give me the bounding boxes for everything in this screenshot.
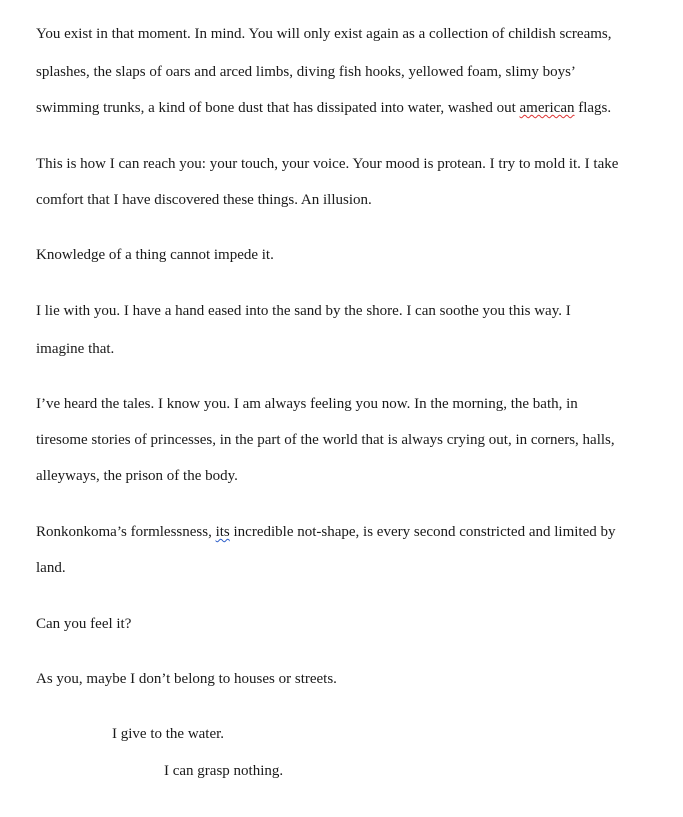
paragraph-3-line-1: Knowledge of a thing cannot impede it. [36, 247, 274, 263]
paragraph-5-line-1: I’ve heard the tales. I know you. I am always feeling you now. In the morning, the bath, in [36, 396, 578, 412]
paragraph-7-line-1: Can you feel it? [36, 616, 132, 632]
paragraph-6-line-2: land. [36, 560, 66, 576]
paragraph-2-line-2: comfort that I have discovered these things. An illusion. [36, 192, 372, 208]
paragraph-2-line-1: This is how I can reach you: your touch, your voice. Your mood is protean. I try to mold it. I take [36, 156, 619, 172]
paragraph-5-line-2: tiresome stories of princesses, in the part of the world that is always crying out, in corners, halls, [36, 432, 615, 448]
grammar-flagged-word[interactable]: its [215, 524, 230, 540]
paragraph-1-line-3-text-a: swimming trunks, a kind of bone dust that has dissipated into water, washed out [36, 100, 520, 116]
paragraph-5-line-3: alleyways, the prison of the body. [36, 468, 238, 484]
paragraph-4-line-1: I lie with you. I have a hand eased into the sand by the shore. I can soothe you this way. I [36, 303, 571, 319]
paragraph-1-line-2: splashes, the slaps of oars and arced limbs, diving fish hooks, yellowed foam, slimy boys’ [36, 64, 576, 80]
indented-line-1: I give to the water. [112, 726, 225, 742]
paragraph-1-line-1: You exist in that moment. In mind. You will only exist again as a collection of childish screams, [36, 26, 612, 42]
paragraph-6-line-1-text-a: Ronkonkoma’s formlessness, [36, 524, 216, 540]
paragraph-8-line-1: As you, maybe I don’t belong to houses or streets. [36, 671, 337, 687]
paragraph-6-line-1-text-b: incredible not-shape, is every second constricted and limited by [229, 524, 616, 540]
paragraph-4-line-2: imagine that. [36, 341, 115, 357]
spelling-flagged-word[interactable]: american [519, 100, 575, 116]
paragraph-6-line-1 [36, 523, 615, 541]
indented-line-2: I can grasp nothing. [164, 763, 284, 779]
paragraph-1-line-3-text-b: flags. [574, 100, 612, 116]
paragraph-1-line-3 [36, 99, 611, 117]
